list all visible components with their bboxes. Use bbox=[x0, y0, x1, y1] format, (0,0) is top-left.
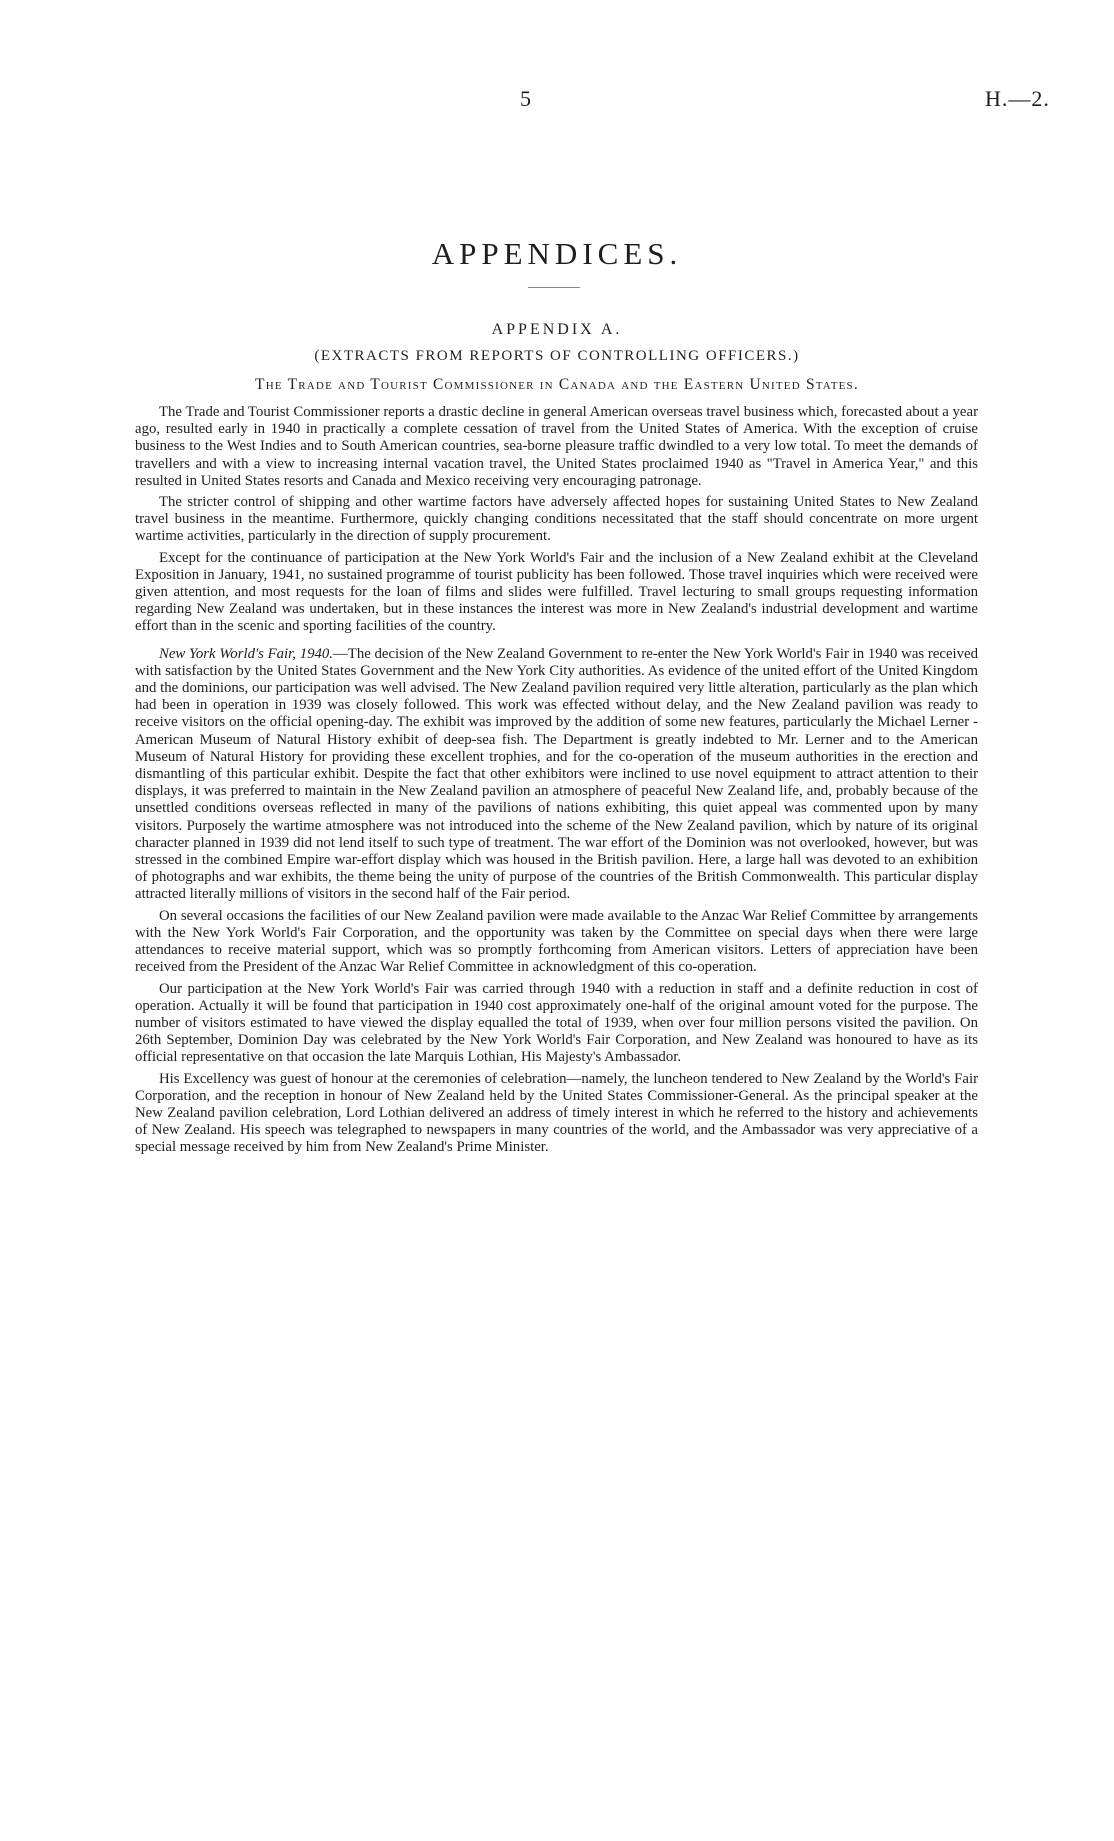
paragraph bbox=[135, 494, 978, 546]
appendix-title: APPENDIX A. bbox=[491, 321, 623, 338]
paragraph-text: Except for the continuance of participation at the New York World's Fair and the inclusion of a New Zealand exhibit at the Cleveland Exposition in January, 1941, no sustained programme of tourist publicity has been followed. Those travel inquiries which were received were given attention, and most requests for the loan of films and slides were fulfilled. Travel lecturing to small groups requesting information regarding New Zealand was undertaken, but in these instances the interest was more in New Zealand's industrial development and wartime effort than in the scenic and sporting facilities of the country. bbox=[135, 549, 978, 635]
paragraph-text: His Excellency was guest of honour at the ceremonies of celebration—namely, the luncheon tendered to New Zealand by the World's Fair Corporation, and the reception in honour of New Zealand held by the United States Commissioner-General. As the principal speaker at the New Zealand pavilion celebration, Lord Lothian delivered an address of timely interest in which he referred to the history and achievements of New Zealand. His speech was telegraphed to newspapers in many countries of the world, and the Ambassador was very appreciative of a special message received by him from New Zealand's Prime Minister. bbox=[135, 1070, 978, 1156]
paragraph-text: The stricter control of shipping and other wartime factors have adversely affected hopes for sustaining United States to New Zealand travel business in the meantime. Furthermore, quickly changing conditions necessitated that the staff should concentrate on more urgent wartime activities, particularly in the direction of supply procurement. bbox=[135, 494, 978, 545]
paragraph bbox=[135, 404, 978, 490]
paragraph-text: On several occasions the facilities of our New Zealand pavilion were made available to the Anzac War Relief Committee by arrangements with the New York World's Fair Corporation, and the opportunity was taken by the Committee on special days when there were large attendances to receive material support, which was so promptly forthcoming from American visitors. Letters of appreciation have been received from the President of the Anzac War Relief Committee in acknowledgment of this co-operation. bbox=[135, 907, 978, 976]
paragraph bbox=[135, 550, 978, 636]
appendix-subtitle: (EXTRACTS FROM REPORTS OF CONTROLLING OFFICERS.) bbox=[314, 348, 800, 364]
paragraph bbox=[135, 646, 978, 904]
paragraph-text: Our participation at the New York World's Fair was carried through 1940 with a reduction in staff and a definite reduction in cost of operation. Actually it will be found that participation in 1940 cost approximately one-half of the original amount voted for the purpose. The number of visitors estimated to have viewed the display equalled the total of 1939, when over four million persons visited the pavilion. On 26th September, Dominion Day was celebrated by the New York World's Fair Corporation, and New Zealand was honoured to have as its official representative on that occasion the late Marquis Lothian, His Majesty's Ambassador. bbox=[135, 980, 978, 1066]
page-number: 5 bbox=[520, 86, 531, 111]
section-heading: The Trade and Tourist Commissioner in Canada and the Eastern United States. bbox=[255, 376, 859, 393]
paragraph-text: —The decision of the New Zealand Government to re-enter the New York World's Fair in 1940 was received with satisfaction by the United States Government and the New York City authorities. As evidence of the united effort of the United Kingdom and the dominions, our participation was well advised. The New Zealand pavilion required very little alteration, particularly as the plan which had been in operation in 1939 was closely followed. This work was effected without delay, and the New Zealand pavilion was ready to receive visitors on the official opening-day. The exhibit was improved by the addition of some new features, particularly the Michael Lerner - American Museum of Natural History exhibit of deep-sea fish. The Department is greatly indebted to Mr. Lerner and to the American Museum of Natural History for providing these excellent trophies, and for the co-operation of the museum authorities in the erection and dismantling of this particular exhibit. Despite the fact that other exhibitors were inclined to use novel equipment to attract attention to their displays, it was preferred to maintain in the New Zealand pavilion an atmosphere of peaceful New Zealand life, and, probably because of the unsettled conditions overseas reflected in many of the pavilions of nations exhibiting, this quiet appeal was commented upon by many visitors. Purposely the wartime atmosphere was not introduced into the scheme of the New Zealand pavilion, which by nature of its original character planned in 1939 did not lend itself to such type of treatment. The war effort of the Dominion was not overlooked, however, but was stressed in the combined Empire war-effort display which was housed in the British pavilion. Here, a large hall was devoted to an exhibition of photographs and war exhibits, the theme being the unity of purpose of the countries of the British Commonwealth. This particular display attracted literally millions of visitors in the second half of the Fair period. bbox=[135, 645, 978, 903]
body-text bbox=[135, 404, 978, 1161]
paragraph-run-in-heading: New York World's Fair, 1940. bbox=[159, 645, 333, 662]
title-divider bbox=[528, 287, 580, 288]
paragraph bbox=[135, 981, 978, 1067]
paragraph bbox=[135, 908, 978, 977]
paragraph-text: The Trade and Tourist Commissioner reports a drastic decline in general American overseas travel business which, forecasted about a year ago, resulted early in 1940 in practically a complete cessation of travel from the United States of America. With the exception of cruise business to the West Indies and to South American countries, sea-borne pleasure traffic dwindled to a very low total. To meet the demands of travellers and with a view to increasing internal vacation travel, the United States proclaimed 1940 as "Travel in America Year," and this resulted in United States resorts and Canada and Mexico receiving very encouraging patronage. bbox=[135, 404, 978, 489]
document-reference: H.—2. bbox=[985, 86, 1050, 111]
paragraph bbox=[135, 1071, 978, 1157]
page-title: APPENDICES. bbox=[431, 236, 683, 271]
